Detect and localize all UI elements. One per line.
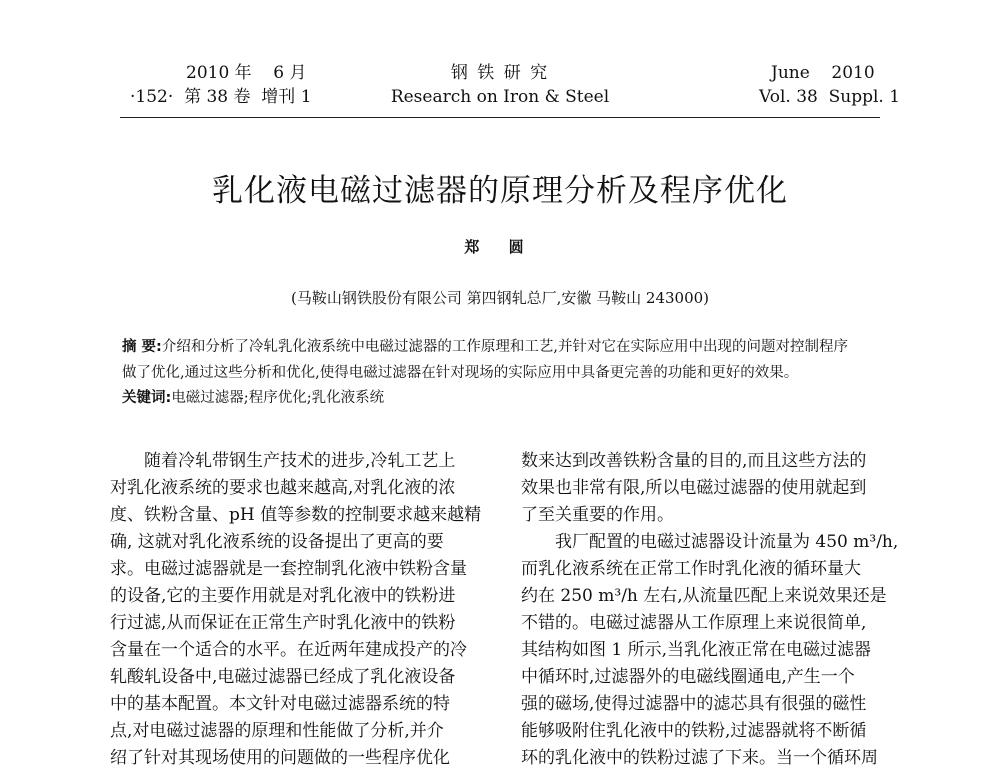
body-left-line: 随着冷轧带钢生产技术的进步,冷轧工艺上: [144, 451, 456, 471]
keywords-line: [122, 391, 384, 406]
abstract-label: 摘 要:: [122, 339, 162, 355]
body-left-line: 度、铁粉含量、pH 值等参数的控制要求越来越精: [110, 505, 482, 525]
body-right-line: 环的乳化液中的铁粉过滤了下来。当一个循环周: [521, 748, 878, 768]
body-right-line: 而乳化液系统在正常工作时乳化液的循环量大: [521, 559, 861, 579]
body-left-line: 中的基本配置。本文针对电磁过滤器系统的特: [110, 694, 450, 714]
body-left-line: 含量在一个适合的水平。在近两年建成投产的冷: [110, 640, 467, 660]
body-right-line: 了至关重要的作用。: [521, 505, 674, 525]
body-right-line: 约在 250 m³/h 左右,从流量匹配上来说效果还是: [521, 586, 887, 606]
header-page-volume: ·152· 第 38 卷 增刊 1: [130, 87, 312, 107]
body-right-line: 强的磁场,使得过滤器中的滤芯具有很强的磁性: [521, 694, 867, 714]
abstract-line-1: [122, 340, 848, 355]
body-left-line: 绍了针对其现场使用的问题做的一些程序优化: [110, 748, 450, 768]
header-journal-cn: 钢 铁 研 究: [450, 63, 550, 83]
body-right-line: 效果也非常有限,所以电磁过滤器的使用就起到: [521, 478, 867, 498]
keywords-label: 关键词:: [122, 390, 172, 406]
paper-title: 乳化液电磁过滤器的原理分析及程序优化: [212, 173, 788, 209]
author-affiliation: (马鞍山钢铁股份有限公司 第四钢轧总厂,安徽 马鞍山 243000): [290, 289, 710, 307]
body-right-line: 不错的。电磁过滤器从工作原理上来说很简单,: [521, 613, 867, 633]
body-right-line: 其结构如图 1 所示,当乳化液正常在电磁过滤器: [521, 640, 872, 660]
body-left-line: 求。电磁过滤器就是一套控制乳化液中铁粉含量: [110, 559, 467, 579]
header-journal-en: Research on Iron & Steel: [390, 87, 610, 107]
abstract-text-1: 介绍和分析了冷轧乳化液系统中电磁过滤器的工作原理和工艺,并针对它在实际应用中出现的问题对控制程序: [161, 339, 848, 355]
body-right-line: 中循环时,过滤器外的电磁线圈通电,产生一个: [521, 667, 855, 687]
author-name: 郑 圆: [464, 238, 536, 256]
body-left-line: 点,对电磁过滤器的原理和性能做了分析,并介: [110, 721, 444, 741]
body-left-line: 对乳化液系统的要求也越来越高,对乳化液的浓: [110, 478, 456, 498]
body-left-line: 行过滤,从而保证在正常生产时乳化液中的铁粉: [110, 613, 456, 633]
body-right-line: 数来达到改善铁粉含量的目的,而且这些方法的: [521, 451, 867, 471]
keywords-text: 电磁过滤器;程序优化;乳化液系统: [171, 390, 385, 406]
header-issue-date: 2010 年 6 月: [186, 63, 307, 83]
body-left-line: 轧酸轧设备中,电磁过滤器已经成了乳化液设备: [110, 667, 456, 687]
header-rule: [120, 117, 880, 118]
body-right-line: 能够吸附住乳化液中的铁粉,过滤器就将不断循: [521, 721, 867, 741]
body-left-line: 确, 这就对乳化液系统的设备提出了更高的要: [110, 532, 444, 552]
body-left-line: 的设备,它的主要作用就是对乳化液中的铁粉进: [110, 586, 456, 606]
abstract-line-2: 做了优化,通过这些分析和优化,使得电磁过滤器在针对现场的实际应用中具备更完善的功能和更好的效果。: [122, 365, 799, 381]
header-date-en: June 2010: [771, 63, 875, 83]
header-volume-en: Vol. 38 Suppl. 1: [759, 87, 901, 107]
body-right-line: 我厂配置的电磁过滤器设计流量为 450 m³/h,: [555, 532, 899, 552]
